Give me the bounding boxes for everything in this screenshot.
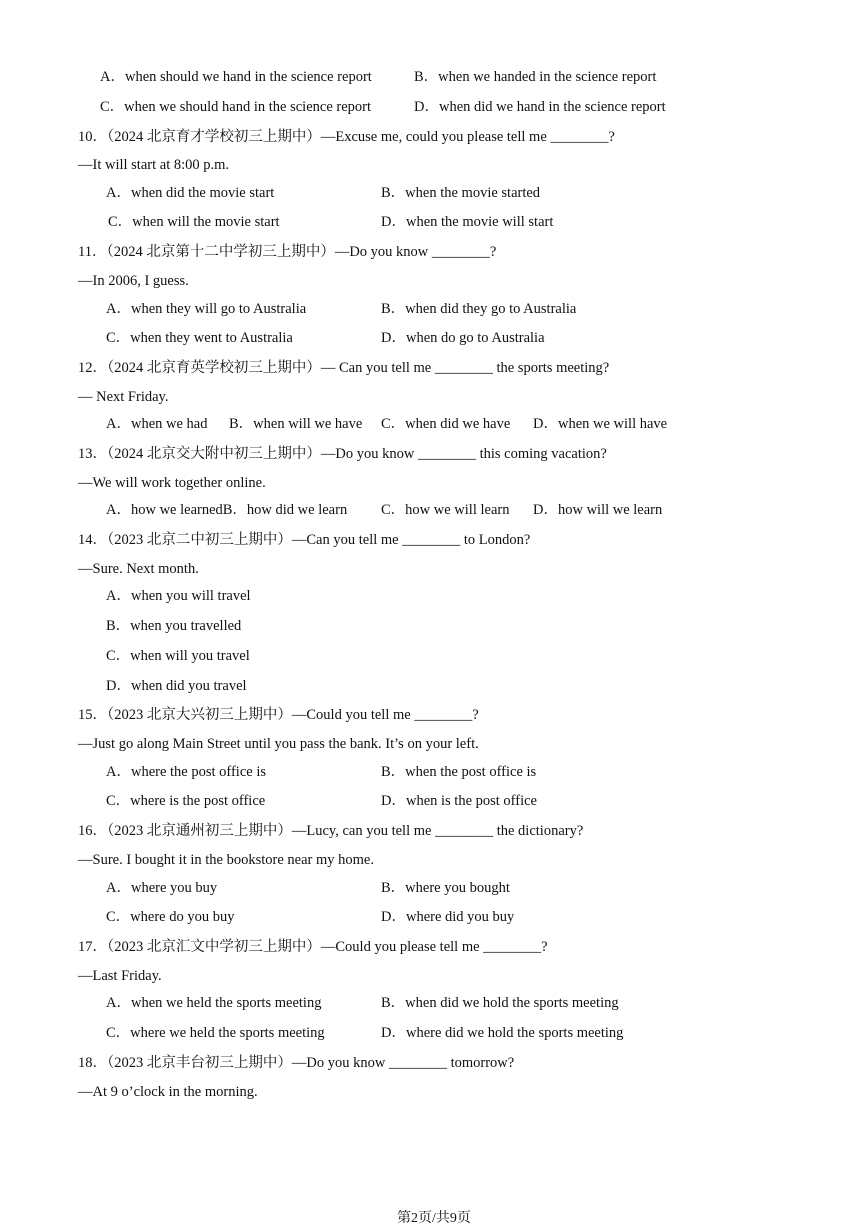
option-c: C．when we should hand in the science report bbox=[100, 99, 371, 115]
option-a: A．where you buy bbox=[106, 880, 218, 896]
option-a: A．when we held the sports meeting bbox=[106, 995, 322, 1011]
question-14: 14．（2023 北京二中初三上期中）—Can you tell me ________ to London? bbox=[78, 532, 531, 548]
option-d: D．when we will have bbox=[533, 416, 668, 432]
question-15: 15．（2023 北京大兴初三上期中）—Could you tell me ________? bbox=[78, 707, 479, 723]
option-d: D．when did we hand in the science report bbox=[414, 99, 666, 115]
option-b: B．when the post office is bbox=[381, 764, 537, 780]
option-d: D．when do go to Australia bbox=[381, 330, 545, 346]
question-16: 16．（2023 北京通州初三上期中）—Lucy, can you tell me ________ the dictionary? bbox=[78, 823, 584, 839]
answer-13: —We will work together online. bbox=[78, 475, 266, 491]
answer-10: —It will start at 8:00 p.m. bbox=[78, 157, 230, 173]
answer-16: —Sure. I bought it in the bookstore near my home. bbox=[78, 852, 374, 868]
option-b: B．when you travelled bbox=[106, 618, 242, 634]
question-10: 10．（2024 北京育才学校初三上期中）—Excuse me, could you please tell me ________? bbox=[78, 129, 615, 145]
option-a: A．when we had bbox=[106, 416, 208, 432]
option-d: D．when did you travel bbox=[106, 678, 247, 694]
option-d: D．when the movie will start bbox=[381, 214, 554, 230]
option-b: B．when did we hold the sports meeting bbox=[381, 995, 619, 1011]
option-c: C．where we held the sports meeting bbox=[106, 1025, 325, 1041]
option-b: B．when we handed in the science report bbox=[414, 69, 657, 85]
option-a: A．when should we hand in the science report bbox=[100, 69, 372, 85]
option-b: B．when did they go to Australia bbox=[381, 301, 577, 317]
option-b: B．where you bought bbox=[381, 880, 510, 896]
option-d: D．where did we hold the sports meeting bbox=[381, 1025, 624, 1041]
answer-18: —At 9 o’clock in the morning. bbox=[78, 1084, 258, 1100]
option-b: B．when will we have bbox=[229, 416, 363, 432]
answer-14: —Sure. Next month. bbox=[78, 561, 199, 577]
option-c: C．where do you buy bbox=[106, 909, 235, 925]
option-a: A．where the post office is bbox=[106, 764, 266, 780]
option-d: D．when is the post office bbox=[381, 793, 537, 809]
answer-12: — Next Friday. bbox=[78, 389, 169, 405]
question-11: 11．（2024 北京第十二中学初三上期中）—Do you know ________? bbox=[78, 244, 497, 260]
option-d: D．how will we learn bbox=[533, 502, 663, 518]
question-13: 13．（2024 北京交大附中初三上期中）—Do you know ________ this coming vacation? bbox=[78, 446, 607, 462]
question-18: 18．（2023 北京丰台初三上期中）—Do you know ________ tomorrow? bbox=[78, 1055, 515, 1071]
question-12: 12．（2024 北京育英学校初三上期中）— Can you tell me ________ the sports meeting? bbox=[78, 360, 610, 376]
option-a: A．when they will go to Australia bbox=[106, 301, 307, 317]
option-a-b: A．how we learnedB．how did we learn bbox=[106, 502, 348, 518]
question-17: 17．（2023 北京汇文中学初三上期中）—Could you please tell me ________? bbox=[78, 939, 548, 955]
answer-15: —Just go along Main Street until you pass the bank. It’s on your left. bbox=[78, 736, 479, 752]
option-a: A．when you will travel bbox=[106, 588, 251, 604]
answer-11: —In 2006, I guess. bbox=[78, 273, 189, 289]
option-c: C．where is the post office bbox=[106, 793, 266, 809]
page-number: 第2页/共9页 bbox=[397, 1211, 471, 1226]
option-c: C．when will the movie start bbox=[108, 214, 280, 230]
option-c: C．when will you travel bbox=[106, 648, 250, 664]
option-d: D．where did you buy bbox=[381, 909, 515, 925]
option-c: C．how we will learn bbox=[381, 502, 510, 518]
option-c: C．when did we have bbox=[381, 416, 511, 432]
option-c: C．when they went to Australia bbox=[106, 330, 293, 346]
option-a: A．when did the movie start bbox=[106, 185, 275, 201]
option-b: B．when the movie started bbox=[381, 185, 541, 201]
answer-17: —Last Friday. bbox=[78, 968, 162, 984]
